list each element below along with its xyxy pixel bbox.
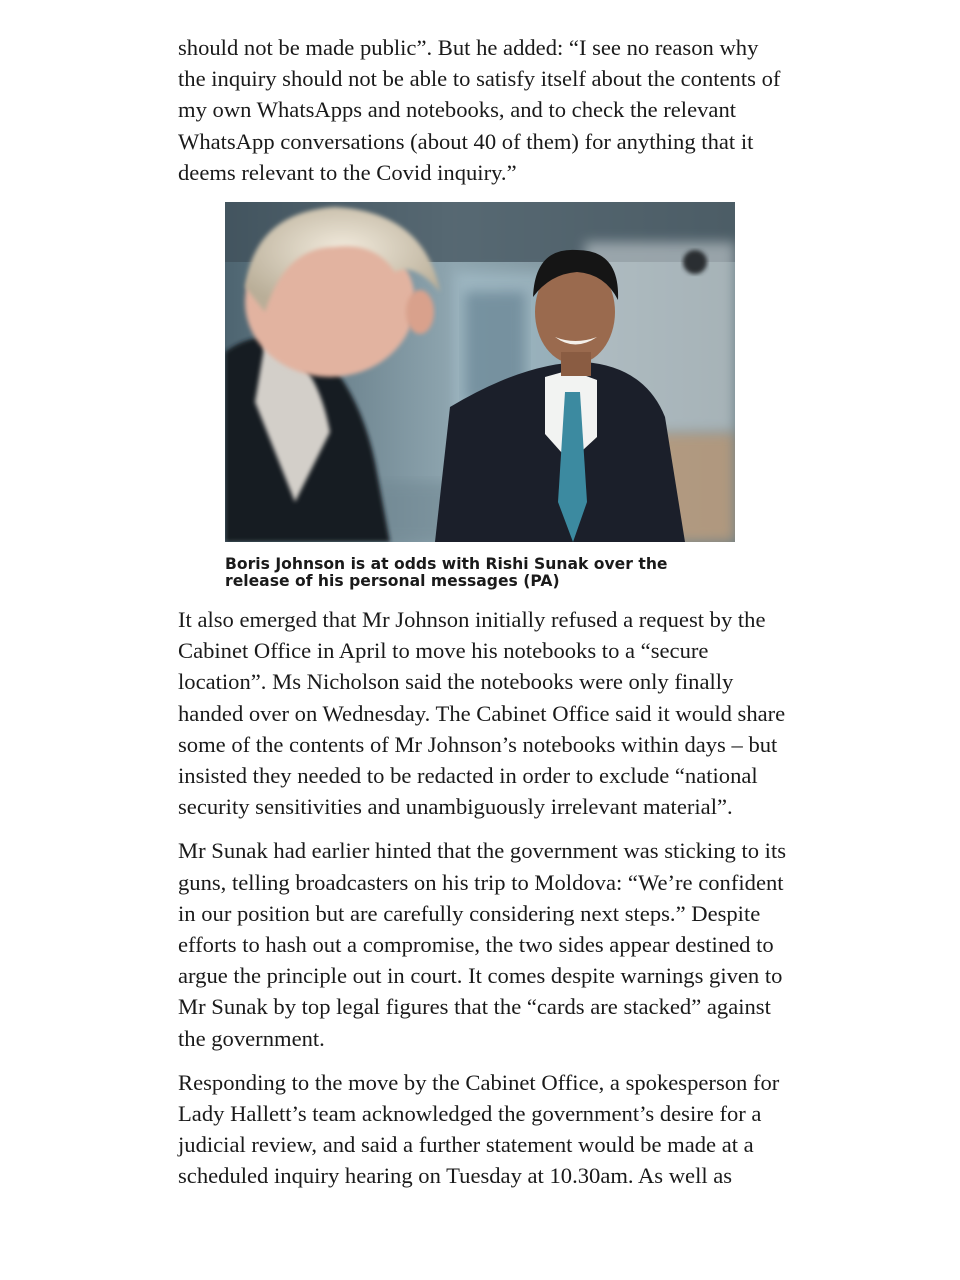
photo-caption: Boris Johnson is at odds with Rishi Sunak over the release of his personal messages (PA) bbox=[225, 555, 668, 591]
article-paragraph: It also emerged that Mr Johnson initially refused a request by the Cabinet Office in April to move his notebooks to a “secure location”. Ms Nicholson said the notebooks were only finally handed over on Wednesday. The Cabinet Office said it would share some of the contents of Mr Johnson’s notebooks within days – but insisted they needed to be redacted in order to exclude “national security sensitivities and unambiguously irrelevant material”. bbox=[178, 607, 786, 820]
photo-illustration bbox=[225, 202, 735, 542]
article-paragraph: should not be made public”. But he added: “I see no reason why the inquiry should not be able to satisfy itself about the contents of my own WhatsApps and notebooks, and to check the relevant WhatsApp conversations (about 40 of them) for anything that it deems relevant to the Covid inquiry.” bbox=[178, 35, 781, 185]
article-paragraph: Mr Sunak had earlier hinted that the government was sticking to its guns, telling broadcasters on his trip to Moldova: “We’re confident in our position but are carefully considering next steps.” Despite efforts to hash out a compromise, the two sides appear destined to argue the principle out in court. It comes despite warnings given to Mr Sunak by top legal figures that the “cards are stacked” against the government. bbox=[178, 838, 787, 1051]
article-photo bbox=[225, 202, 735, 542]
article-paragraph: Responding to the move by the Cabinet Office, a spokesperson for Lady Hallett’s team acknowledged the government’s desire for a judicial review, and said a further statement would be made at a scheduled inquiry hearing on Tuesday at 10.30am. As well as bbox=[178, 1069, 780, 1189]
article-figure bbox=[225, 202, 737, 590]
article-body bbox=[178, 32, 790, 1205]
